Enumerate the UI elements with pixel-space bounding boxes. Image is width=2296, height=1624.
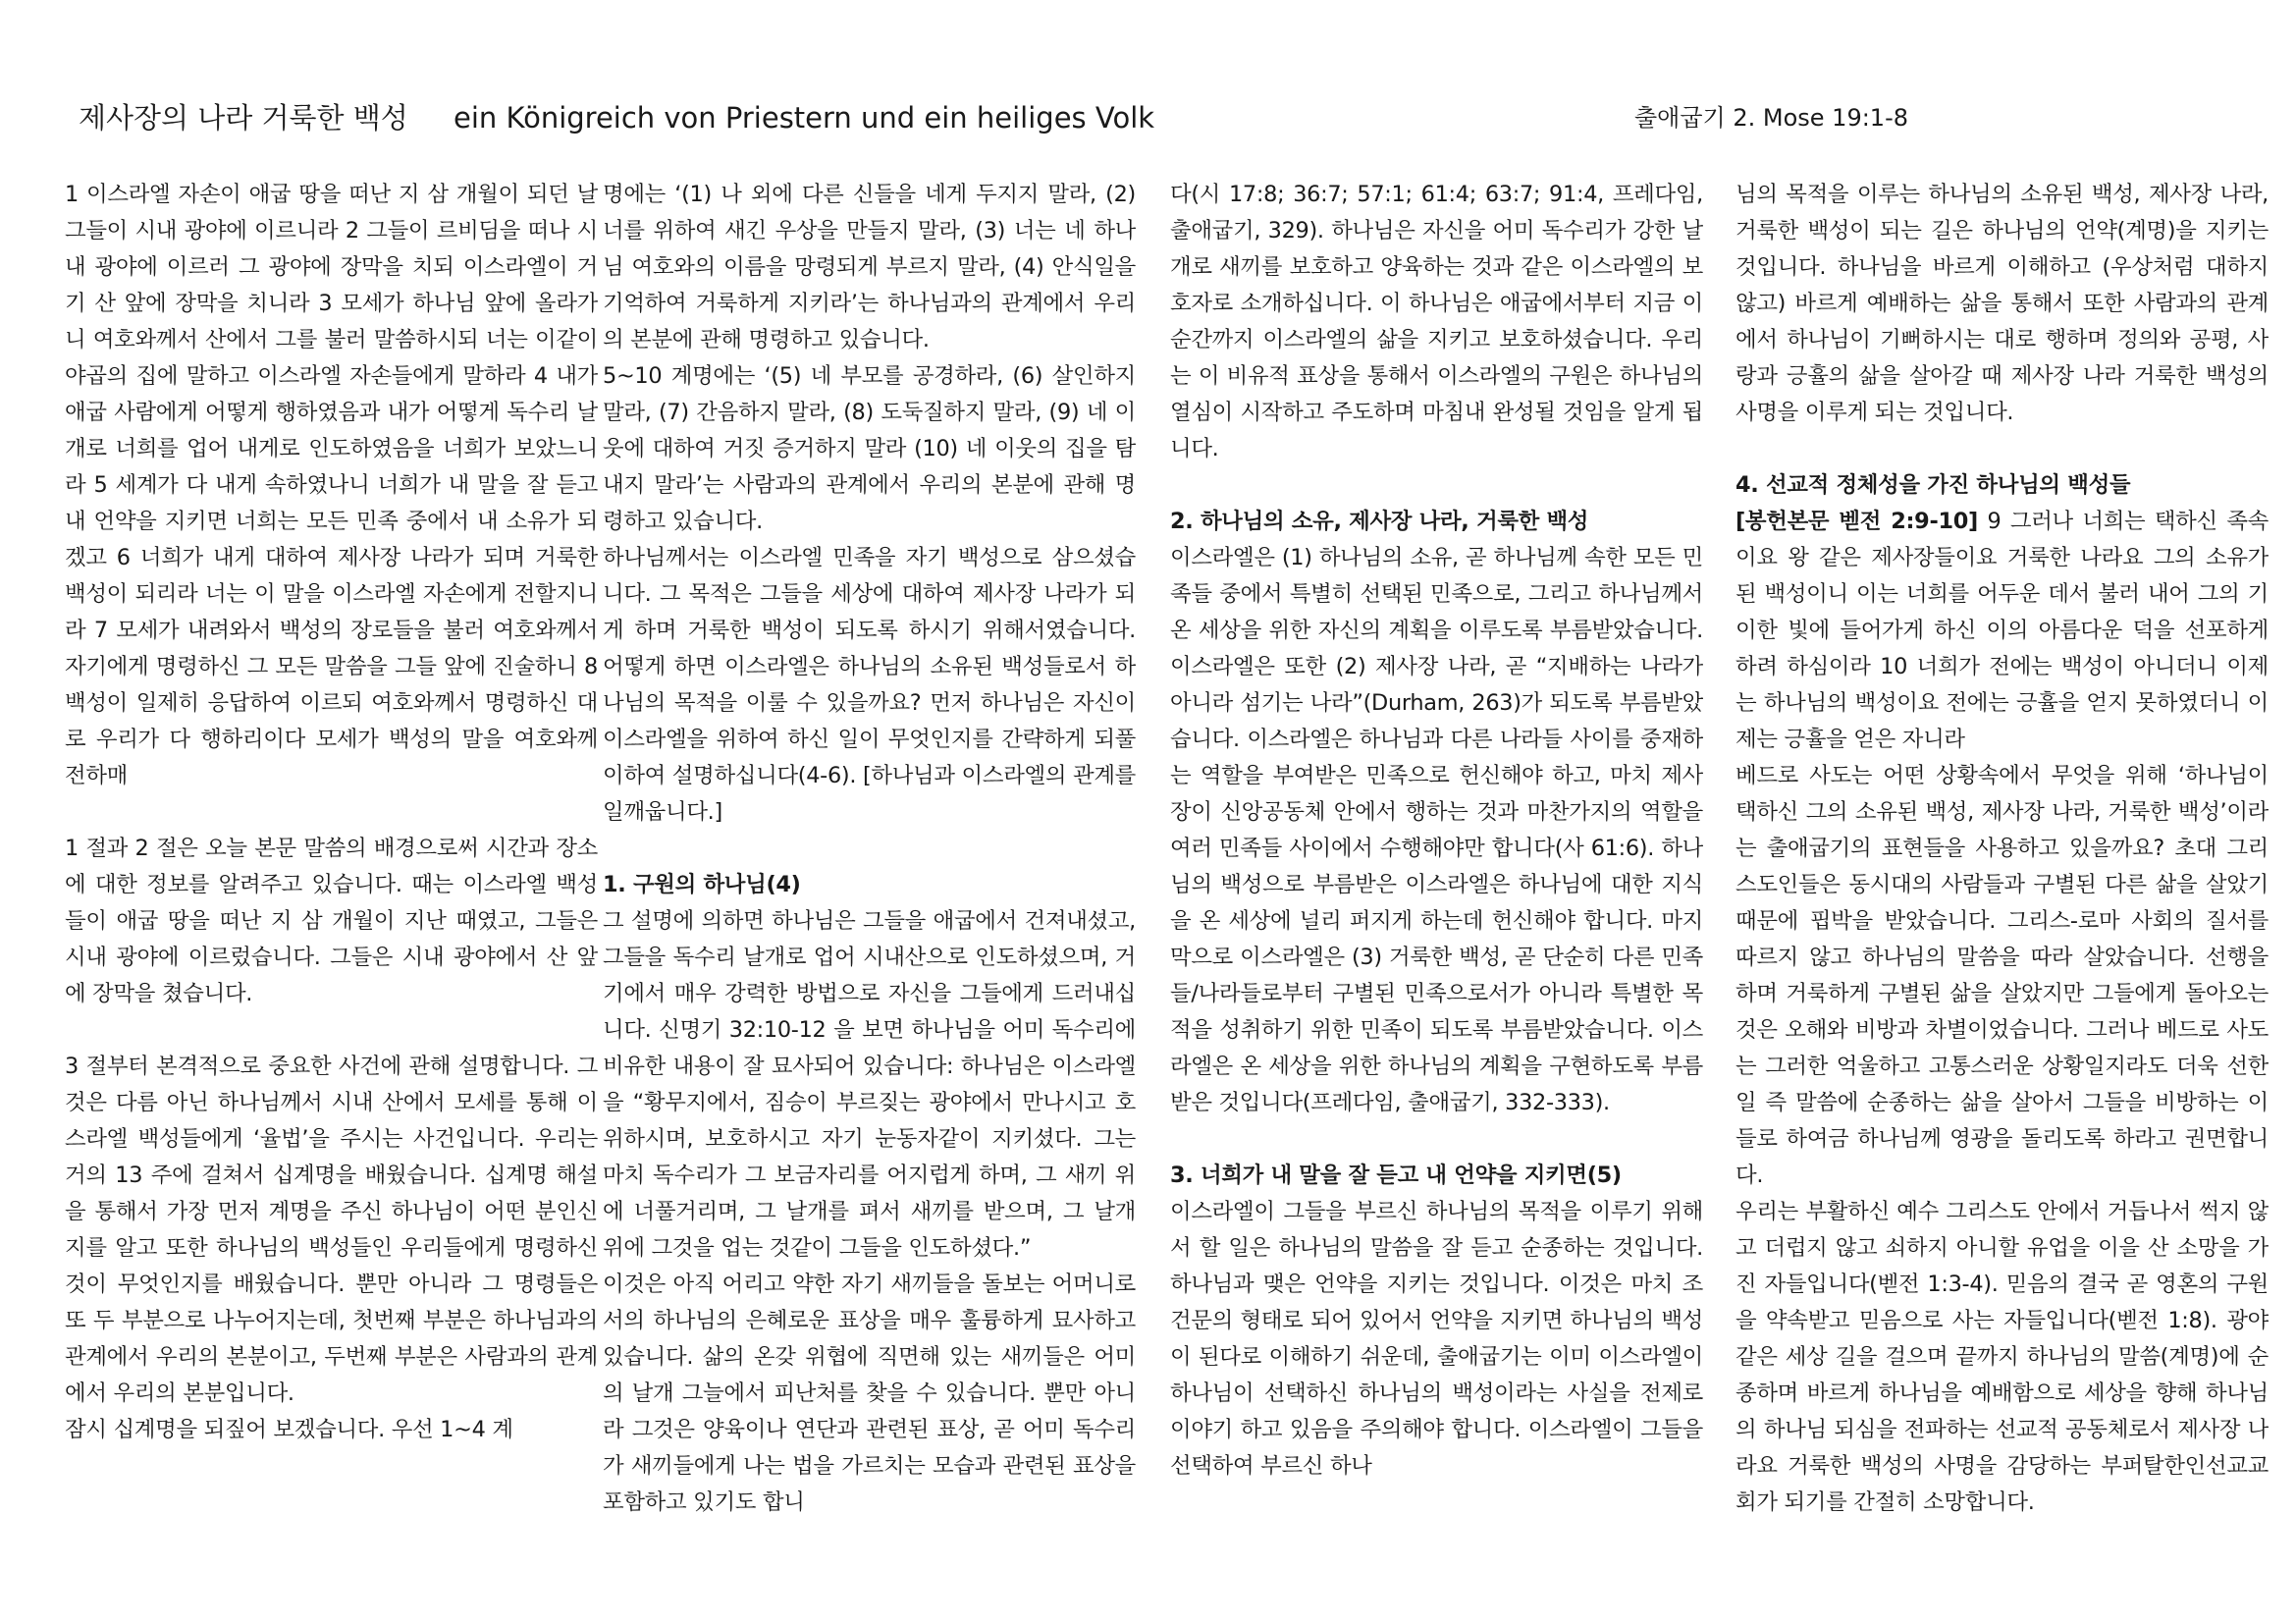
- section-heading-1: 1. 구원의 하나님(4): [603, 872, 801, 897]
- column-1: [65, 177, 598, 1581]
- paragraph: 이것은 아직 어리고 약한 자기 새끼들을 돌보는 어머니로서의 하나님의 은혜로운 표상을 매우 훌륭하게 묘사하고 있습니다. 삶의 온갖 위협에 직면해 있는 새끼들은 어미의 날개 그늘에서 피난처를 찾을 수 있습니다. 뿐만 아니라 그것은 양육이나 연단과 관련된 표상, 곧 어미 독수리가 새끼들에게 나는 법을 가르치는 모습과 관련된 표상을 포함하고 있기도 합니: [603, 1272, 1136, 1515]
- paragraph: 잠시 십계명을 되짚어 보겠습니다. 우선 1~4 계: [65, 1417, 513, 1442]
- title-german: ein Königreich von Priestern und ein heiliges Volk: [454, 101, 1155, 135]
- paragraph: 우리는 부활하신 예수 그리스도 안에서 거듭나서 썩지 않고 더럽지 않고 쇠하지 아니할 유업을 이을 산 소망을 가진 자들입니다(벧전 1:3-4). 믿음의 결국 곧 영혼의 구원을 약속받고 믿음으로 사는 자들입니다(벧전 1:8). 광야 같은 세상 길을 걸으며 끝까지 하나님의 말씀(계명)에 순종하며 바르게 하나님을 예배함으로 세상을 향해 하나님의 하나님 되심을 전파하는 선교적 공동체로서 제사장 나라요 거룩한 백성의 사명을 감당하는 부퍼탈한인선교교회가 되기를 간절히 소망합니다.: [1735, 1199, 2269, 1515]
- paragraph: 5~10 계명에는 ‘(5) 네 부모를 공경하라, (6) 살인하지 말라, (7) 간음하지 말라, (8) 도둑질하지 말라, (9) 네 이웃에 대하여 거짓 증거하지 말라 (10) 네 이웃의 집을 탐내지 말라’는 사람과의 관계에서 우리의 본분에 관해 명령하고 있습니다.: [603, 363, 1136, 534]
- paragraph: 명에는 ‘(1) 나 외에 다른 신들을 네게 두지지 말라, (2) 너를 위하여 새긴 우상을 만들지 말라, (3) 너는 네 하나님 여호와의 이름을 망령되게 부르지 말라, (4) 안식일을 기억하여 거룩하게 지키라’는 하나님과의 관계에서 우리의 본분에 관해 명령하고 있습니다.: [603, 182, 1136, 352]
- paragraph: 1 절과 2 절은 오늘 본문 말씀의 배경으로써 시간과 장소에 대한 정보를 알려주고 있습니다. 때는 이스라엘 백성들이 애굽 땅을 떠난 지 삼 개월이 지난 때였고, 그들은 시내 광야에 이르렀습니다. 그들은 시내 광야에서 산 앞에 장막을 쳤습니다.: [65, 836, 598, 1006]
- paragraph: 이스라엘은 (1) 하나님의 소유, 곧 하나님께 속한 모든 민족들 중에서 특별히 선택된 민족으로, 그리고 하나님께서 온 세상을 위한 자신의 계획을 이루도록 부름받았습니다. 이스라엘은 또한 (2) 제사장 나라, 곧 “지배하는 나라가 아니라 섬기는 나라”(Durham, 263)가 되도록 부름받았습니다. 이스라엘은 하나님과 다른 나라들 사이를 중재하는 역할을 부여받은 민족으로 헌신해야 하고, 마치 제사장이 신앙공동체 안에서 행하는 것과 마찬가지의 역할을 여러 민족들 사이에서 수행해야만 합니다(사 61:6). 하나님의 백성으로 부름받은 이스라엘은 하나님에 대한 지식을 온 세상에 널리 퍼지게 하는데 헌신해야 합니다. 마지막으로 이스라엘은 (3) 거룩한 백성, 곧 단순히 다른 민족들/나라들로부터 구별된 민족으로서가 아니라 특별한 목적을 성취하기 위한 민족이 되도록 부름받았습니다. 이스라엘은 온 세상을 위한 하나님의 계획을 구현하도록 부름받은 것입니다(프레다임, 출애굽기, 332-333).: [1170, 545, 1703, 1115]
- section-heading-2: 2. 하나님의 소유, 제사장 나라, 거룩한 백성: [1170, 509, 1589, 534]
- scripture-text: 1 이스라엘 자손이 애굽 땅을 떠난 지 삼 개월이 되던 날 그들이 시내 광야에 이르니라 2 그들이 르비딤을 떠나 시내 광야에 이르러 그 광야에 장막을 치되 이스라엘이 거기 산 앞에 장막을 치니라 3 모세가 하나님 앞에 올라가니 여호와께서 산에서 그를 불러 말씀하시되 너는 이같이 야곱의 집에 말하고 이스라엘 자손들에게 말하라 4 내가 애굽 사람에게 어떻게 행하였음과 내가 어떻게 독수리 날개로 너희를 업어 내게로 인도하였음을 너희가 보았느니라 5 세계가 다 내게 속하였나니 너희가 내 말을 잘 듣고 내 언약을 지키면 너희는 모든 민족 중에서 내 소유가 되겠고 6 너희가 내게 대하여 제사장 나라가 되며 거룩한 백성이 되리라 너는 이 말을 이스라엘 자손에게 전할지니라 7 모세가 내려와서 백성의 장로들을 불러 여호와께서 자기에게 명령하신 그 모든 말씀을 그들 앞에 진술하니 8 백성이 일제히 응답하여 이르되 여호와께서 명령하신 대로 우리가 다 행하리이다 모세가 백성의 말을 여호와께 전하매: [65, 182, 598, 788]
- paragraph: 이스라엘이 그들을 부르신 하나님의 목적을 이루기 위해서 할 일은 하나님의 말씀을 잘 듣고 순종하는 것입니다. 하나님과 맺은 언약을 지키는 것입니다. 이것은 마치 조건문의 형태로 되어 있어서 언약을 지키면 하나님의 백성이 된다로 이해하기 쉬운데, 출애굽기는 이미 이스라엘이 하나님이 선택하신 하나님의 백성이라는 사실을 전제로 이야기 하고 있음을 주의해야 합니다. 이스라엘이 그들을 선택하여 부르신 하나: [1170, 1199, 1703, 1479]
- paragraph: 하나님께서는 이스라엘 민족을 자기 백성으로 삼으셨습니다. 그 목적은 그들을 세상에 대하여 제사장 나라가 되게 하며 거룩한 백성이 되도록 하시기 위해서였습니다. 어떻게 하면 이스라엘은 하나님의 소유된 백성들로서 하나님의 목적을 이룰 수 있을까요? 먼저 하나님은 자신이 이스라엘을 위하여 하신 일이 무엇인지를 간략하게 되풀이하여 설명하십니다(4-6). [하나님과 이스라엘의 관계를 일깨웁니다.]: [603, 545, 1136, 825]
- paragraph: 그 설명에 의하면 하나님은 그들을 애굽에서 건져내셨고, 그들을 독수리 날개로 업어 시내산으로 인도하셨으며, 거기에서 매우 강력한 방법으로 자신을 그들에게 드러내십니다. 신명기 32:10-12 을 보면 하나님을 어미 독수리에 비유한 내용이 잘 묘사되어 있습니다: 하나님은 이스라엘을 “황무지에서, 짐승이 부르짖는 광야에서 만나시고 호위하시며, 보호하시고 자기 눈동자같이 지키셨다. 그는 마치 독수리가 그 보금자리를 어지럽게 하며, 그 새끼 위에 너풀거리며, 그 날개를 펴서 새끼를 받으며, 그 날개 위에 그것을 업는 것같이 그들을 인도하셨다.”: [603, 908, 1136, 1261]
- column-4: [1735, 177, 2269, 1581]
- paragraph: 님의 목적을 이루는 하나님의 소유된 백성, 제사장 나라, 거룩한 백성이 되는 길은 하나님의 언약(계명)을 지키는 것입니다. 하나님을 바르게 이해하고 (우상처럼 대하지 않고) 바르게 예배하는 삶을 통해서 또한 사람과의 관계에서 하나님이 기뻐하시는 대로 행하며 정의와 공평, 사랑과 긍휼의 삶을 살아갈 때 제사장 나라 거룩한 백성의 사명을 이루게 되는 것입니다.: [1735, 182, 2269, 425]
- paragraph: 베드로 사도는 어떤 상황속에서 무엇을 위해 ‘하나님이 택하신 그의 소유된 백성, 제사장 나라, 거룩한 백성’이라는 출애굽기의 표현들을 사용하고 있을까요? 초대 그리스도인들은 동시대의 사람들과 구별된 다른 삶을 살았기 때문에 핍박을 받았습니다. 그리스-로마 사회의 질서를 따르지 않고 하나님의 말씀을 따라 살았습니다. 선행을 하며 거룩하게 구별된 삶을 살았지만 그들에게 돌아오는 것은 오해와 비방과 차별이었습니다. 그러나 베드로 사도는 그러한 억울하고 고통스러운 상황일지라도 더욱 선한 일 즉 말씀에 순종하는 삶을 살아서 그들을 비방하는 이들로 하여금 하나님께 영광을 돌리도록 하라고 권면합니다.: [1735, 763, 2269, 1188]
- column-2: [603, 177, 1136, 1581]
- scripture-reference: 출애굽기 2. Mose 19:1-8: [1634, 104, 1909, 132]
- section-heading-4: 4. 선교적 정체성을 가진 하나님의 백성들: [1735, 472, 2131, 498]
- paragraph: 3 절부터 본격적으로 중요한 사건에 관해 설명합니다. 그것은 다름 아닌 하나님께서 시내 산에서 모세를 통해 이스라엘 백성들에게 ‘율법’을 주시는 사건입니다. 우리는 거의 13 주에 걸쳐서 십계명을 배웠습니다. 십계명 해설을 통해서 가장 먼저 계명을 주신 하나님이 어떤 분인신지를 알고 또한 하나님의 백성들인 우리들에게 명령하신 것이 무엇인지를 배웠습니다. 뿐만 아니라 그 명령들은 또 두 부분으로 나누어지는데, 첫번째 부분은 하나님과의 관계에서 우리의 본분이고, 두번째 부분은 사람과의 관계에서 우리의 본분입니다.: [65, 1054, 598, 1406]
- section-heading-3: 3. 너희가 내 말을 잘 듣고 내 언약을 지키면(5): [1170, 1163, 1622, 1188]
- offering-text: 9 그러나 너희는 택하신 족속이요 왕 같은 제사장들이요 거룩한 나라요 그의 소유가 된 백성이니 이는 너희를 어두운 데서 불러 내어 그의 기이한 빛에 들어가게 하신 이의 아름다운 덕을 선포하게 하려 하심이라 10 너희가 전에는 백성이 아니더니 이제는 하나님의 백성이요 전에는 긍휼을 얻지 못하였더니 이제는 긍휼을 얻은 자니라: [1735, 509, 2269, 752]
- paragraph: 다(시 17:8; 36:7; 57:1; 61:4; 63:7; 91:4, 프레다임, 출애굽기, 329). 하나님은 자신을 어미 독수리가 강한 날개로 새끼를 보호하고 양육하는 것과 같은 이스라엘의 보호자로 소개하십니다. 이 하나님은 애굽에서부터 지금 이 순간까지 이스라엘의 삶을 지키고 보호하셨습니다. 우리는 이 비유적 표상을 통해서 이스라엘의 구원은 하나님의 열심이 시작하고 주도하며 마침내 완성될 것임을 알게 됩니다.: [1170, 182, 1703, 461]
- offering-text-label: [봉헌본문 벧전 2:9-10]: [1735, 509, 1978, 534]
- page-header: [79, 98, 2217, 147]
- paragraph: [1735, 504, 2269, 758]
- column-3: [1170, 177, 1703, 1581]
- title-korean: 제사장의 나라 거룩한 백성: [79, 101, 408, 135]
